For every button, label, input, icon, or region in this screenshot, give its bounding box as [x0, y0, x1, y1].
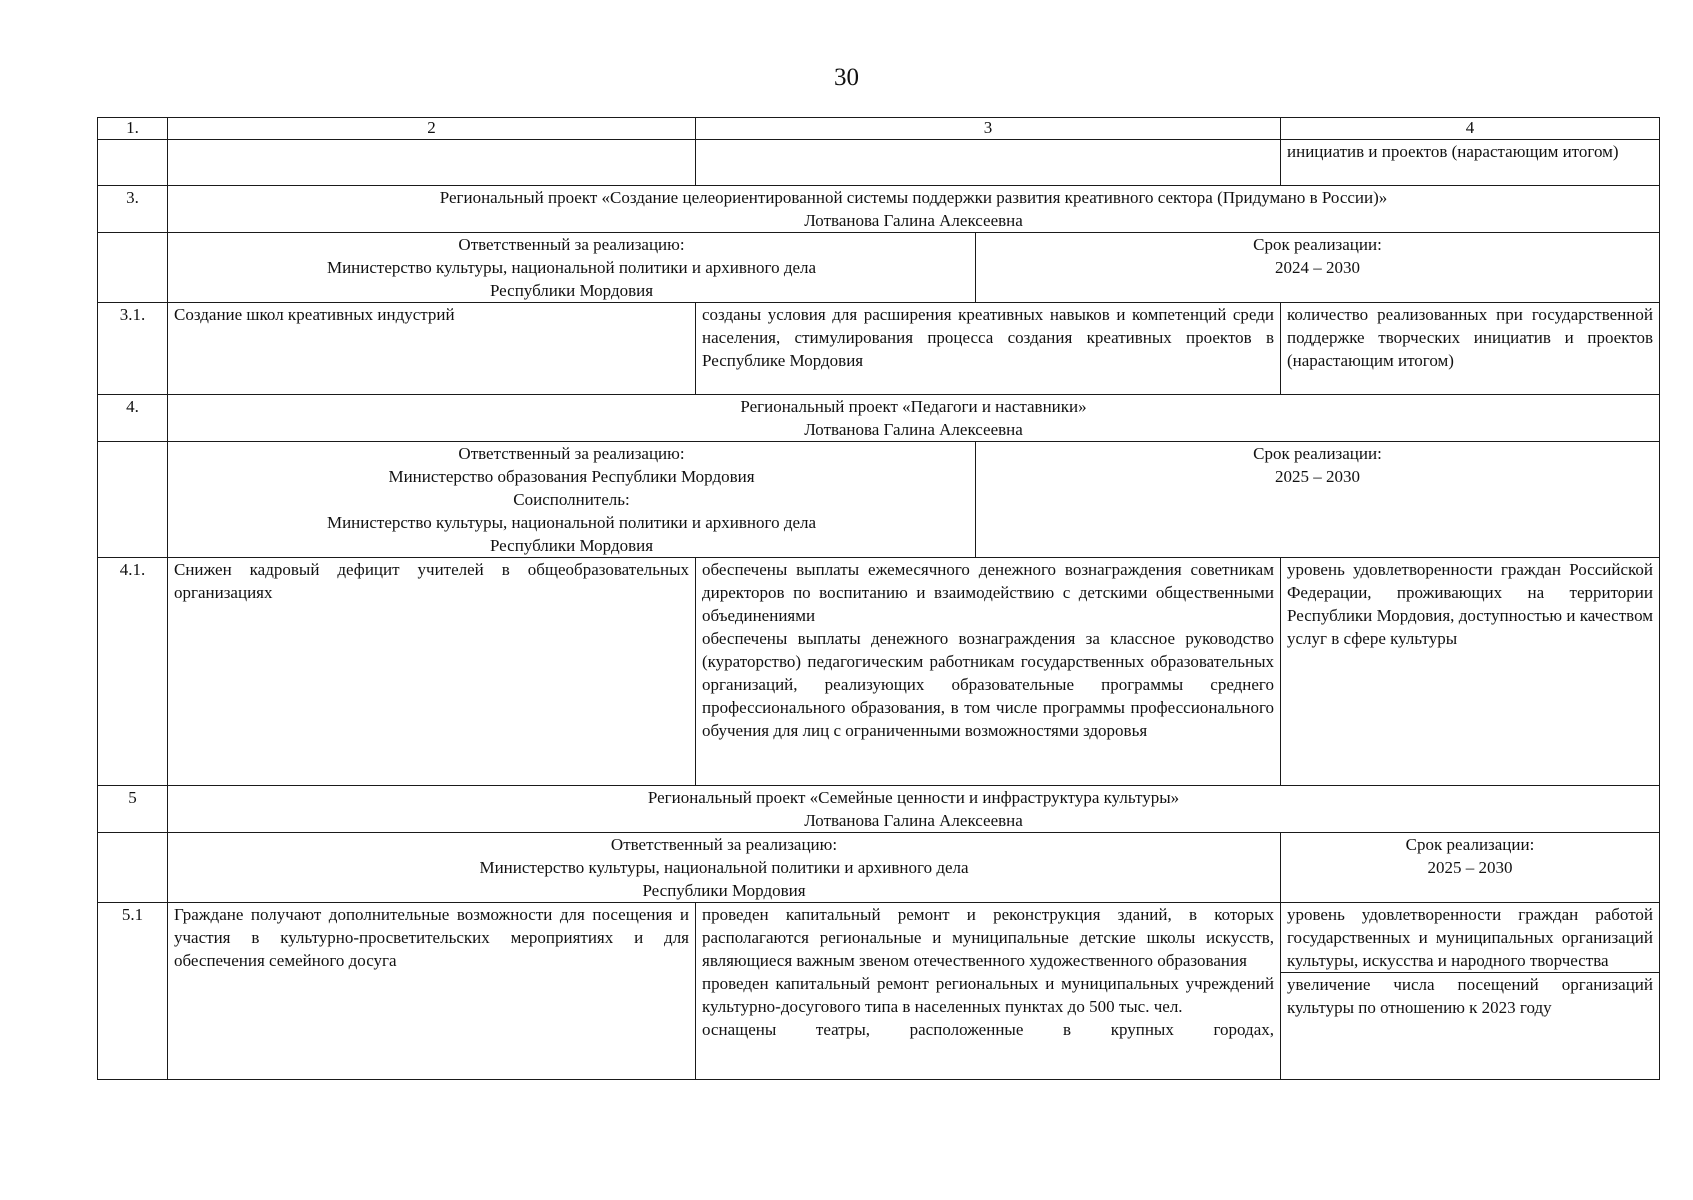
row-3-1-result: созданы условия для расширения креативных навыков и компетенций среди населения, стимулирования процесса создания креативных проектов в Республике Мордовия	[696, 303, 1281, 395]
row-5-1-indicator	[1281, 903, 1660, 1080]
row-3-1	[98, 303, 1660, 395]
section-4-term-label: Срок реализации:	[1253, 444, 1382, 463]
row-3-1-task: Создание школ креативных индустрий	[168, 303, 696, 395]
section-4-number: 4.	[98, 395, 168, 442]
section-3-resp-org: Министерство культуры, национальной политики и архивного дела	[326, 258, 817, 277]
section-4-blank	[98, 442, 168, 558]
section-3-term-value: 2024 – 2030	[1275, 258, 1360, 277]
carry-over-indicator: инициатив и проектов (нарастающим итогом)	[1281, 140, 1660, 186]
row-5-1-result-1: проведен капитальный ремонт и реконструкция зданий, в которых располагаются региональные и муниципальные детские школы искусств, являющиеся важным звеном отечественного художественного образования	[702, 905, 1274, 970]
row-4-1-result-2: обеспечены выплаты денежного вознаграждения за классное руководство (кураторство) педагогическим работникам государственных образовательных организаций, реализующих образовательные программы среднего профессионального образования, в том числе программы профессионального обучения для лиц с ограниченными возможностями здоровья	[702, 629, 1274, 740]
section-3-title: Региональный проект «Создание целеориентированной системы поддержки развития креативного сектора (Придумано в России)»	[439, 188, 1388, 207]
section-4-title: Региональный проект «Педагоги и наставники»	[740, 397, 1087, 416]
section-4-resp-org: Министерство образования Республики Мордовия	[388, 467, 755, 486]
row-4-1-result	[696, 558, 1281, 786]
section-5-title-row	[98, 786, 1660, 833]
section-3-title-cell	[168, 186, 1660, 233]
row-5-1-number: 5.1	[98, 903, 168, 1080]
row-4-1-task-text: Снижен кадровый дефицит учителей в общеобразовательных организациях	[174, 560, 689, 602]
section-5-resp-org: Министерство культуры, национальной политики и архивного дела	[479, 858, 969, 877]
section-4-coexec-org: Министерство культуры, национальной политики и архивного дела	[326, 513, 817, 532]
section-5-title: Региональный проект «Семейные ценности и инфраструктура культуры»	[647, 788, 1180, 807]
section-5-number: 5	[98, 786, 168, 833]
section-5-resp-label: Ответственный за реализацию:	[610, 835, 838, 854]
header-col-1: 1.	[98, 118, 168, 140]
section-5-resp-org-2: Республики Мордовия	[642, 881, 806, 900]
section-5-blank	[98, 833, 168, 903]
row-4-1-result-1: обеспечены выплаты ежемесячного денежного вознаграждения советникам директоров по воспитанию и взаимодействию с детскими общественными объединениями	[702, 560, 1274, 625]
section-3-resp-label: Ответственный за реализацию:	[458, 235, 685, 254]
section-3-title-row	[98, 186, 1660, 233]
section-4-resp-label: Ответственный за реализацию:	[458, 444, 685, 463]
section-3-term-label: Срок реализации:	[1253, 235, 1382, 254]
row-4-1	[98, 558, 1660, 786]
row-5-1-result-3: оснащены театры, расположенные в крупных городах,	[702, 1020, 1274, 1039]
section-3-person: Лотванова Галина Алексеевна	[804, 211, 1023, 230]
row-4-1-number: 4.1.	[98, 558, 168, 786]
row-5-1-result-2: проведен капитальный ремонт региональных и муниципальных учреждений культурно-досугового типа в населенных пунктах до 500 тыс. чел.	[702, 974, 1274, 1016]
table-header-row	[98, 118, 1660, 140]
header-col-2: 2	[168, 118, 696, 140]
section-3-responsible-row	[98, 233, 1660, 303]
section-4-title-row	[98, 395, 1660, 442]
section-5-person: Лотванова Галина Алексеевна	[804, 811, 1023, 830]
section-5-term-label: Срок реализации:	[1405, 835, 1535, 854]
section-3-term	[976, 233, 1660, 303]
row-3-1-indicator: количество реализованных при государственной поддержке творческих инициатив и проектов (нарастающим итогом)	[1281, 303, 1660, 395]
row-5-1-indicator-1: уровень удовлетворенности граждан работой государственных и муниципальных организаций культуры, искусства и народного творчества	[1287, 905, 1653, 970]
section-3-resp-org-2: Республики Мордовия	[489, 281, 654, 300]
section-4-term	[976, 442, 1660, 558]
section-4-person: Лотванова Галина Алексеевна	[804, 420, 1023, 439]
row-5-1	[98, 903, 1660, 1080]
section-4-responsible	[168, 442, 976, 558]
carry-over-row	[98, 140, 1660, 186]
carry-over-result	[696, 140, 1281, 186]
section-4-coexec-org-2: Республики Мордовия	[489, 536, 654, 555]
program-table	[97, 117, 1660, 1080]
row-4-1-indicator: уровень удовлетворенности граждан Российской Федерации, проживающих на территории Республики Мордовия, доступностью и качеством услуг в сфере культуры	[1281, 558, 1660, 786]
page-number: 30	[834, 64, 859, 91]
row-3-1-number: 3.1.	[98, 303, 168, 395]
section-5-responsible	[168, 833, 1281, 903]
row-5-1-indicator-2: увеличение числа посещений организаций культуры по отношению к 2023 году	[1281, 972, 1659, 1019]
section-5-term	[1281, 833, 1660, 903]
section-4-term-value: 2025 – 2030	[1275, 467, 1360, 486]
section-3-responsible	[168, 233, 976, 303]
section-5-title-cell	[168, 786, 1660, 833]
section-4-coexec-label: Соисполнитель:	[513, 490, 630, 509]
header-col-3: 3	[696, 118, 1281, 140]
carry-over-task	[168, 140, 696, 186]
row-4-1-task	[168, 558, 696, 786]
section-4-title-cell	[168, 395, 1660, 442]
section-4-responsible-row	[98, 442, 1660, 558]
header-col-4: 4	[1281, 118, 1660, 140]
section-5-term-value: 2025 – 2030	[1427, 858, 1513, 877]
row-5-1-result	[696, 903, 1281, 1080]
row-5-1-task: Граждане получают дополнительные возможности для посещения и участия в культурно-просветительских мероприятиях и для обеспечения семейного досуга	[168, 903, 696, 1080]
section-5-responsible-row	[98, 833, 1660, 903]
section-3-number: 3.	[98, 186, 168, 233]
carry-over-num	[98, 140, 168, 186]
section-3-blank	[98, 233, 168, 303]
